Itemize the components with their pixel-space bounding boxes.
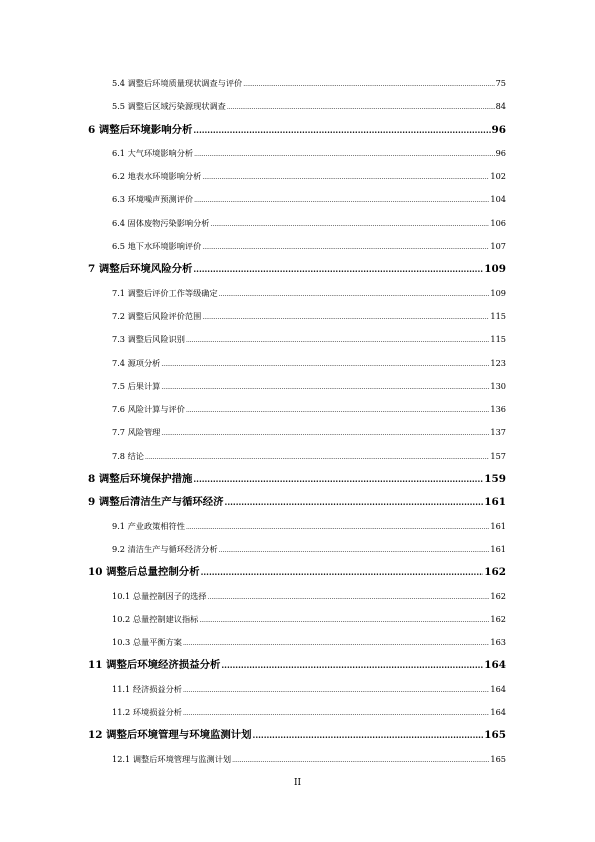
toc-leader-dots [193,468,483,491]
toc-leader-dots [145,446,489,469]
toc-leader-dots [202,236,489,259]
toc-leader-dots [225,491,484,514]
toc-chapter-entry[interactable] [88,491,506,514]
toc-entry-page-number: 104 [490,194,506,205]
toc-entry-page-number: 162 [490,590,506,601]
toc-entry-title: 6.5 地下水环境影响评价 [112,241,202,252]
toc-section-entry[interactable] [88,445,506,468]
toc-section-entry[interactable] [88,165,506,188]
toc-entry-title: 7.7 风险管理 [112,427,161,438]
toc-entry-page-number: 106 [490,217,506,228]
toc-leader-dots [227,96,495,119]
toc-leader-dots [232,749,489,772]
toc-leader-dots [186,329,489,352]
toc-entry-title: 6.1 大气环境影响分析 [112,147,194,158]
toc-leader-dots [194,189,489,212]
page-number: II [293,778,302,788]
toc-entry-title: 10.3 总量平衡方案 [112,637,182,648]
toc-leader-dots [183,679,489,702]
toc-entry-title: 6.2 地表水环境影响分析 [112,171,202,182]
toc-entry-title: 10.1 总量控制因子的选择 [112,590,207,601]
toc-leader-dots [199,609,489,632]
toc-entry-title: 11.2 环境损益分析 [112,707,182,718]
toc-entry-page-number: 136 [490,404,506,415]
toc-entry-title: 11.1 经济损益分析 [112,683,182,694]
toc-entry-title: 12 调整后环境管理与环境监测计划 [88,729,252,742]
toc-entry-page-number: 164 [484,659,506,672]
toc-leader-dots [161,422,489,445]
toc-leader-dots [219,539,490,562]
toc-leader-dots [202,166,489,189]
toc-entry-title: 7.4 源项分析 [112,357,161,368]
toc-entry-title: 12.1 调整后环境管理与监测计划 [112,753,232,764]
toc-entry-title: 6.3 环境噪声预测评价 [112,194,194,205]
toc-leader-dots [186,399,489,422]
toc-section-entry[interactable] [88,328,506,351]
toc-chapter-entry[interactable] [88,468,506,491]
toc-chapter-entry[interactable] [88,561,506,584]
toc-entry-page-number: 130 [490,380,506,391]
toc-section-entry[interactable] [88,142,506,165]
toc-leader-dots [193,258,483,281]
toc-entry-page-number: 159 [484,473,506,486]
toc-entry-page-number: 115 [490,334,506,345]
toc-entry-page-number: 123 [490,357,506,368]
toc-entry-page-number: 165 [490,753,506,764]
toc-section-entry[interactable] [88,515,506,538]
toc-entry-page-number: 164 [490,707,506,718]
toc-section-entry[interactable] [88,678,506,701]
toc-section-entry[interactable] [88,235,506,258]
toc-entry-page-number: 96 [491,123,506,136]
toc-entry-page-number: 162 [484,566,506,579]
toc-section-entry[interactable] [88,375,506,398]
toc-section-entry[interactable] [88,212,506,235]
toc-leader-dots [201,561,484,584]
table-of-contents [88,72,506,771]
toc-entry-page-number: 109 [490,287,506,298]
toc-entry-title: 10.2 总量控制建议指标 [112,613,199,624]
toc-entry-page-number: 164 [490,683,506,694]
toc-entry-page-number: 162 [490,613,506,624]
toc-entry-page-number: 109 [484,263,506,276]
toc-leader-dots [161,376,489,399]
toc-entry-page-number: 157 [490,450,506,461]
toc-section-entry[interactable] [88,352,506,375]
toc-entry-title: 9.2 清洁生产与循环经济分析 [112,543,218,554]
toc-entry-title: 11 调整后环境经济损益分析 [88,659,221,672]
toc-entry-page-number: 84 [495,101,506,112]
toc-entry-title: 7.3 调整后风险识别 [112,334,185,345]
toc-leader-dots [161,353,489,376]
toc-leader-dots [194,143,494,166]
toc-leader-dots [208,586,490,609]
toc-entry-page-number: 96 [495,147,506,158]
toc-chapter-entry[interactable] [88,654,506,677]
toc-entry-title: 6.4 固体废物污染影响分析 [112,217,210,228]
toc-chapter-entry[interactable] [88,724,506,747]
toc-section-entry[interactable] [88,631,506,654]
toc-leader-dots [253,724,484,747]
toc-leader-dots [202,306,489,329]
toc-leader-dots [243,73,494,96]
toc-entry-page-number: 161 [490,543,506,554]
toc-entry-title: 5.5 调整后区域污染源现状调查 [112,101,226,112]
toc-entry-title: 5.4 调整后环境质量现状调查与评价 [112,78,243,88]
toc-entry-page-number: 107 [490,241,506,252]
toc-entry-page-number: 161 [490,520,506,531]
toc-section-entry[interactable] [88,585,506,608]
toc-section-entry[interactable] [88,608,506,631]
toc-section-entry[interactable] [88,748,506,771]
toc-entry-title: 7.2 调整后风险评价范围 [112,310,202,321]
toc-section-entry[interactable] [88,188,506,211]
toc-entry-title: 7 调整后环境风险分析 [88,263,193,276]
toc-section-entry[interactable] [88,701,506,724]
toc-entry-page-number: 161 [484,496,506,509]
toc-entry-page-number: 163 [490,637,506,648]
toc-leader-dots [193,119,490,142]
toc-chapter-entry[interactable] [88,119,506,142]
toc-entry-title: 7.6 风险计算与评价 [112,404,185,415]
toc-entry-page-number: 75 [495,78,506,88]
toc-entry-title: 6 调整后环境影响分析 [88,123,193,136]
toc-leader-dots [211,213,490,236]
toc-section-entry[interactable] [88,282,506,305]
toc-section-entry[interactable] [88,538,506,561]
toc-leader-dots [186,516,489,539]
toc-entry-title: 7.8 结论 [112,450,144,461]
toc-section-entry[interactable] [88,421,506,444]
toc-entry-title: 9.1 产业政策相符性 [112,520,185,531]
toc-leader-dots [219,283,490,306]
toc-section-entry[interactable] [88,72,506,95]
toc-section-entry[interactable] [88,95,506,118]
toc-leader-dots [183,632,489,655]
toc-entry-title: 10 调整后总量控制分析 [88,566,200,579]
toc-entry-page-number: 165 [484,729,506,742]
toc-entry-title: 9 调整后清洁生产与循环经济 [88,496,224,509]
toc-entry-page-number: 137 [490,427,506,438]
toc-entry-title: 7.1 调整后评价工作等级确定 [112,287,218,298]
toc-chapter-entry[interactable] [88,258,506,281]
toc-leader-dots [221,654,483,677]
toc-entry-page-number: 115 [490,310,506,321]
toc-entry-title: 7.5 后果计算 [112,380,161,391]
toc-section-entry[interactable] [88,305,506,328]
toc-entry-title: 8 调整后环境保护措施 [88,473,193,486]
toc-leader-dots [183,702,489,725]
toc-section-entry[interactable] [88,398,506,421]
toc-entry-page-number: 102 [490,171,506,182]
